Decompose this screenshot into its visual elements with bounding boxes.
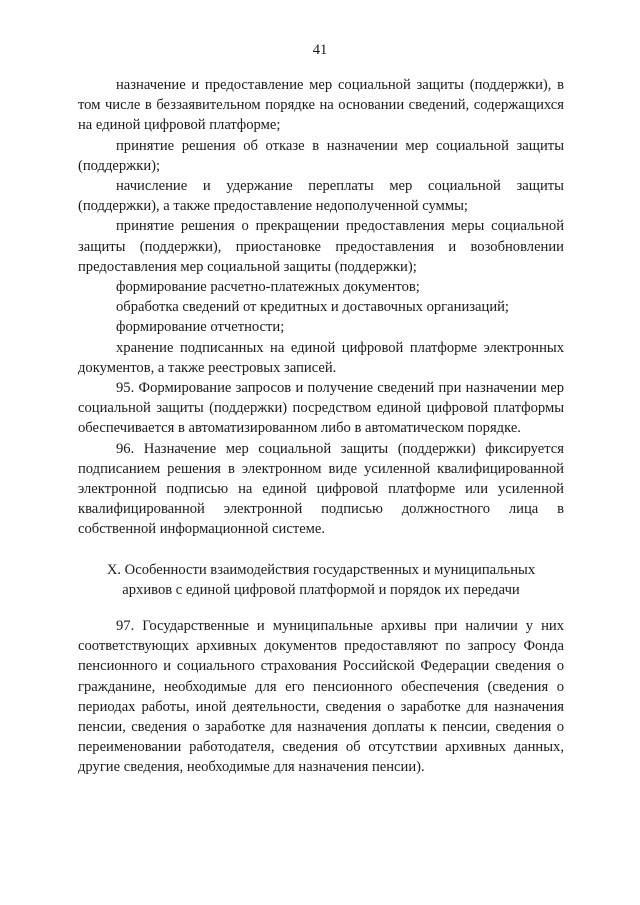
page-number: 41 [312,42,328,58]
paragraph-list-item: формирование отчетности; [116,319,285,336]
body-section-1 [78,75,564,540]
paragraph-list-item: обработка сведений от кредитных и доставочных организаций; [116,299,509,316]
paragraph-clause-96: 96. Назначение мер социальной защиты (поддержки) фиксируется подписанием решения в электронном виде усиленной квалифицированной электронной подписью на единой цифровой платформе или усиленной квалифицированной электронной подписью должностного лица в собственной информационной системе. [78,440,564,538]
paragraph-clause-95: 95. Формирование запросов и получение сведений при назначении мер социальной защиты (поддержки) посредством единой цифровой платформы обеспечивается в автоматизированном либо в автоматическом порядке. [78,380,564,437]
paragraph-list-item: начисление и удержание переплаты мер социальной защиты (поддержки), а также предоставление недополученной суммы; [78,178,564,215]
section-heading-line-2: архивов с единой цифровой платформой и порядок их передачи [122,582,520,599]
paragraph-clause-97: 97. Государственные и муниципальные архивы при наличии у них соответствующих архивных документов предоставляют по запросу Фонда пенсионного и социального страхования Российской Федерации сведения о гражданине, необходимые для его пенсионного обеспечения (сведения о периодах работы, иной деятельности, сведения о заработке для назначения пенсии, сведения о заработке для назначения доплаты к пенсии, сведения о переименовании работодателя, сведения об отсутствии архивных данных, другие сведения, необходимые для назначения пенсии). [78,618,564,776]
section-heading [78,560,564,600]
paragraph-list-item: принятие решения о прекращении предоставления меры социальной защиты (поддержки), приостановке предоставления и возобновлении предоставления мер социальной защиты (поддержки); [78,218,564,275]
paragraph-list-item: принятие решения об отказе в назначении мер социальной защиты (поддержки); [78,137,564,174]
paragraph-list-item: формирование расчетно-платежных документов; [116,279,420,296]
paragraph-list-item: назначение и предоставление мер социальной защиты (поддержки), в том числе в беззаявительном порядке на основании сведений, содержащихся на единой цифровой платформе; [78,77,564,134]
body-section-2 [78,616,564,778]
paragraph-list-item: хранение подписанных на единой цифровой платформе электронных документов, а также реестровых записей. [78,339,564,376]
section-heading-line-1: X. Особенности взаимодействия государственных и муниципальных [106,562,536,578]
